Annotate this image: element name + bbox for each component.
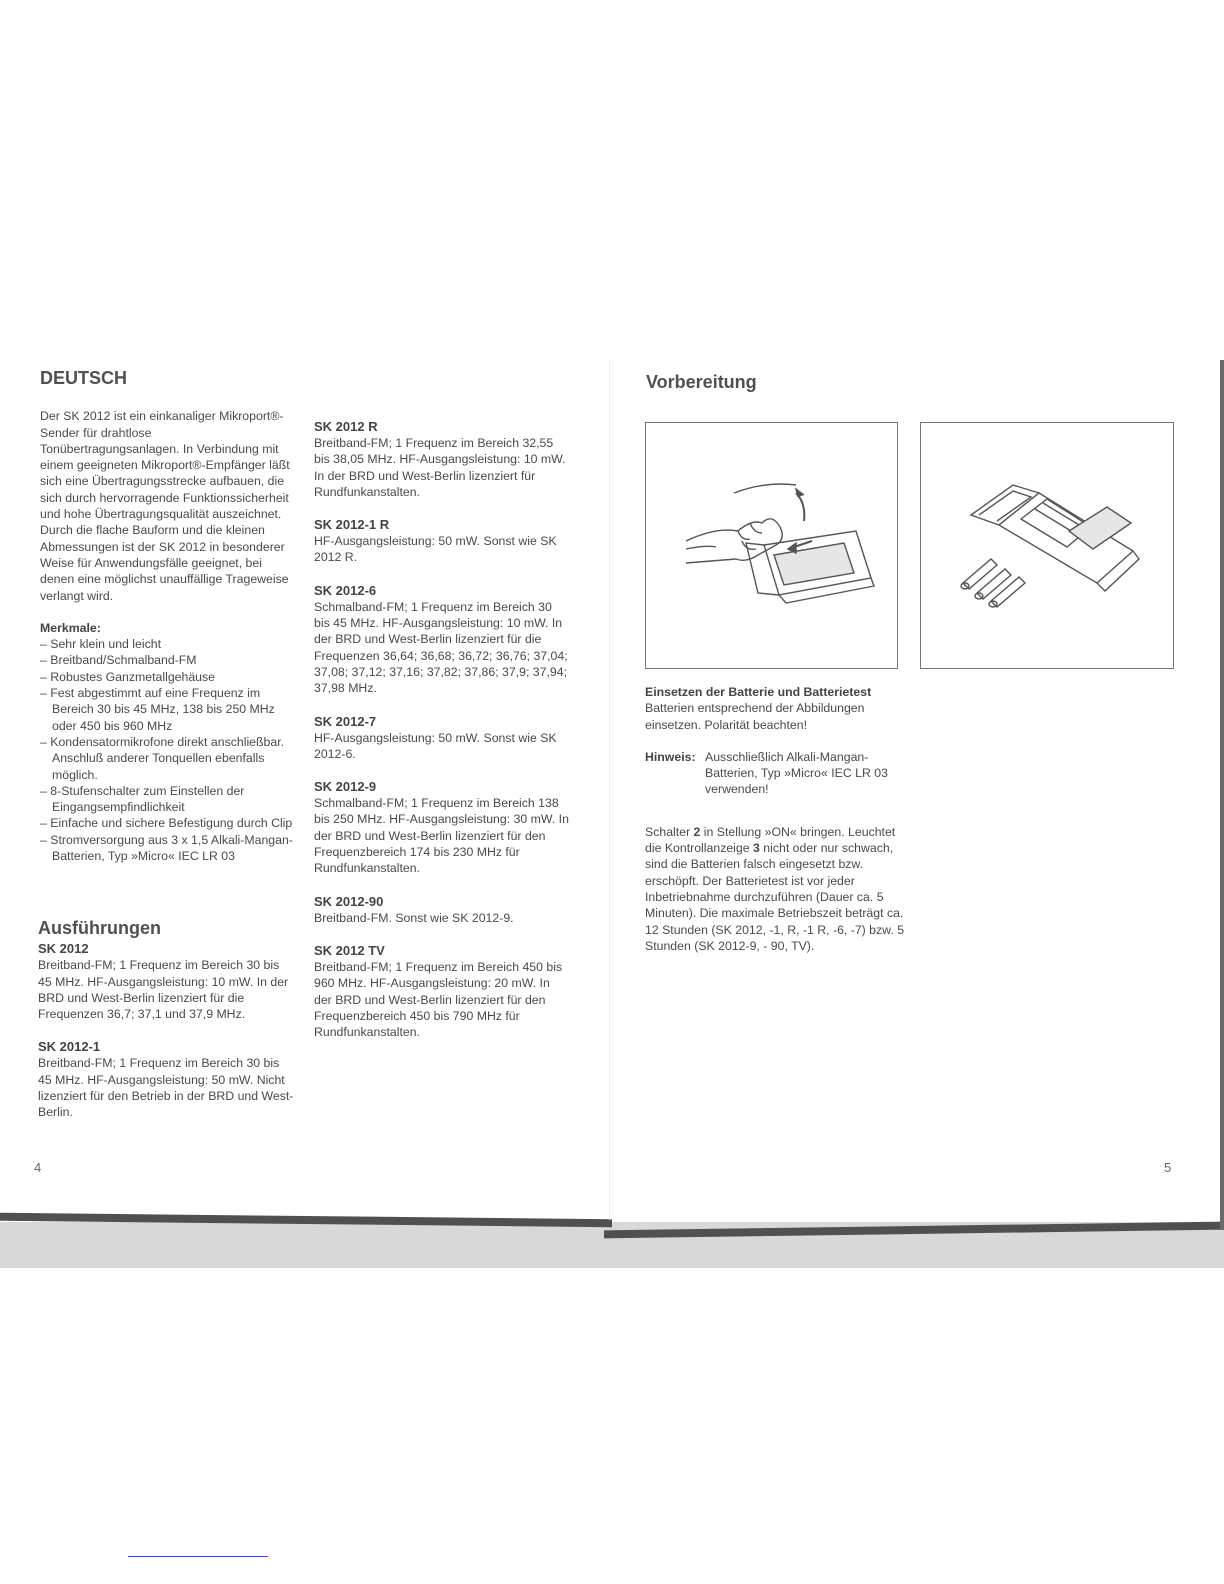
model-description: Breitband-FM; 1 Frequenz im Bereich 450 bis 960 MHz. HF-Ausgangsleistung: 20 mW. In der BRD und West-Berlin lizenziert für den Frequenzbereich 450 bis 790 MHz für Rundfunkanstalten.: [314, 959, 563, 1040]
ausfuehrungen-section: [38, 920, 294, 1121]
model-description: Breitband-FM; 1 Frequenz im Bereich 30 bis 45 MHz. HF-Ausgangsleistung: 10 mW. In der BRD und West-Berlin lizenziert für die Frequenzen 36,7; 37,1 und 37,9 MHz.: [38, 958, 289, 1022]
model-description: HF-Ausgangsleistung: 50 mW. Sonst wie SK 2012-6.: [314, 730, 557, 761]
figure-battery-insert: [645, 422, 898, 669]
hinweis-note: [645, 749, 905, 798]
battery-insert-illustration: [646, 423, 897, 668]
model-description: Schmalband-FM; 1 Frequenz im Bereich 138 bis 250 MHz. HF-Ausgangsleistung: 30 mW. In der BRD und West-Berlin lizenziert für den Frequenzbereich 174 bis 230 MHz für Rundfunkanstalten.: [314, 796, 569, 876]
list-item: – Stromversorgung aus 3 x 1,5 Alkali-Mangan-Batterien, Typ »Micro« IEC LR 03: [40, 832, 294, 865]
hinweis-text: Ausschließlich Alkali-Mangan-Batterien, Typ »Micro« IEC LR 03 verwenden!: [705, 749, 888, 797]
model-description: Breitband-FM; 1 Frequenz im Bereich 30 bis 45 MHz. HF-Ausgangsleistung: 50 mW. Nicht lizenziert für den Betrieb in der BRD und West-Berlin.: [38, 1056, 294, 1120]
page-number-left: 4: [34, 1160, 42, 1175]
schalter-paragraph: [645, 824, 905, 954]
stray-link-underline: [128, 1556, 268, 1557]
list-item: – Breitband/Schmalband-FM: [40, 652, 294, 668]
model-name: SK 2012 TV: [314, 942, 385, 958]
model-description: Breitband-FM. Sonst wie SK 2012-9.: [314, 910, 514, 925]
einsetzen-text: Batterien entsprechend der Abbildungen einsetzen. Polarität beachten!: [645, 701, 865, 732]
page-heading-vorbereitung: Vorbereitung: [646, 372, 757, 392]
list-item: – Fest abgestimmt auf eine Frequenz im Bereich 30 bis 45 MHz, 138 bis 250 MHz oder 450 bis 960 MHz: [40, 685, 294, 734]
schalter-text-start: Schalter: [645, 824, 694, 839]
schalter-text-end: nicht oder nur schwach, sind die Batterien falsch eingesetzt bzw. erschöpft. Der Batterietest ist vor jeder Inbetriebnahme durchzuführen (Dauer ca. 5 Minuten). Die maximale Betriebszeit beträgt ca. 12 Stunden (SK 2012, -1, R, -1 R, -6, -7) bzw. 5 Stunden (SK 2012-9, - 90, TV).: [645, 841, 905, 953]
merkmale-list: [40, 636, 294, 864]
list-item: – Einfache und sichere Befestigung durch Clip: [40, 815, 294, 831]
model-name: SK 2012-6: [314, 582, 377, 598]
left-column-2: [314, 418, 570, 1040]
model-name: SK 2012-1 R: [314, 517, 390, 533]
list-item: – Kondensatormikrofone direkt anschließbar. Anschluß anderer Tonquellen ebenfalls möglich.: [40, 734, 294, 783]
model-name: SK 2012-1: [38, 1039, 101, 1055]
merkmale-title: Merkmale:: [40, 620, 101, 635]
model-description: Schmalband-FM; 1 Frequenz im Bereich 30 bis 45 MHz. HF-Ausgangsleistung: 10 mW. In der BRD und West-Berlin lizenziert für die Frequenzen 36,64; 36,68; 36,72; 36,76; 37,04; 37,08; 37,12; 37,16; 37,82; 37,86; 37,9; 37,94; 37,98 MHz.: [314, 599, 568, 696]
model-name: SK 2012-9: [314, 779, 377, 795]
page-heading-deutsch: DEUTSCH: [40, 368, 128, 388]
page-number-right: 5: [1164, 1160, 1172, 1175]
list-item: – 8-Stufenschalter zum Einstellen der Eingangsempfindlichkeit: [40, 783, 294, 816]
left-column-1: [40, 370, 294, 864]
hinweis-label: Hinweis:: [645, 749, 696, 764]
right-column-text: [645, 684, 905, 954]
list-item: – Robustes Ganzmetallgehäuse: [40, 669, 294, 685]
ausfuehrungen-heading: Ausführungen: [38, 918, 161, 938]
right-page-border: [1220, 360, 1224, 1230]
battery-open-illustration: [921, 423, 1173, 668]
schalter-text-mid: in Stellung »ON« bringen. Leuchtet die Kontrollanzeige: [645, 824, 896, 856]
switch-number: 2: [693, 824, 701, 839]
model-description: HF-Ausgangsleistung: 50 mW. Sonst wie SK 2012 R.: [314, 534, 557, 565]
list-item: – Sehr klein und leicht: [40, 636, 294, 652]
model-name: SK 2012 R: [314, 419, 378, 434]
model-name: SK 2012-90: [314, 893, 384, 909]
einsetzen-title: Einsetzen der Batterie und Batterietest: [645, 685, 872, 699]
intro-paragraph: Der SK 2012 ist ein einkanaliger Mikroport®-Sender für drahtlose Tonübertragungsanlagen. In Verbindung mit einem geeigneten Mikroport®-Empfänger läßt sich eine Übertragungsstrecke aufbauen, die sich durch hervorragende Funktionssicherheit und hohe Übertragungsqualität auszeichnet. Durch die flache Bauform und die kleinen Abmessungen ist der SK 2012 in besonderer Weise für Anwendungsfälle geeignet, bei denen eine möglichst unauffällige Trageweise verlangt wird.: [40, 409, 290, 603]
model-name: SK 2012: [38, 941, 89, 957]
figure-battery-open: [920, 422, 1174, 669]
model-description: Breitband-FM; 1 Frequenz im Bereich 32,55 bis 38,05 MHz. HF-Ausgangsleistung: 10 mW. In der BRD und West-Berlin lizenziert für Rundfunkanstalten.: [314, 436, 566, 499]
indicator-number: 3: [753, 841, 760, 856]
model-name: SK 2012-7: [314, 713, 377, 729]
book-spine: [609, 360, 610, 1220]
